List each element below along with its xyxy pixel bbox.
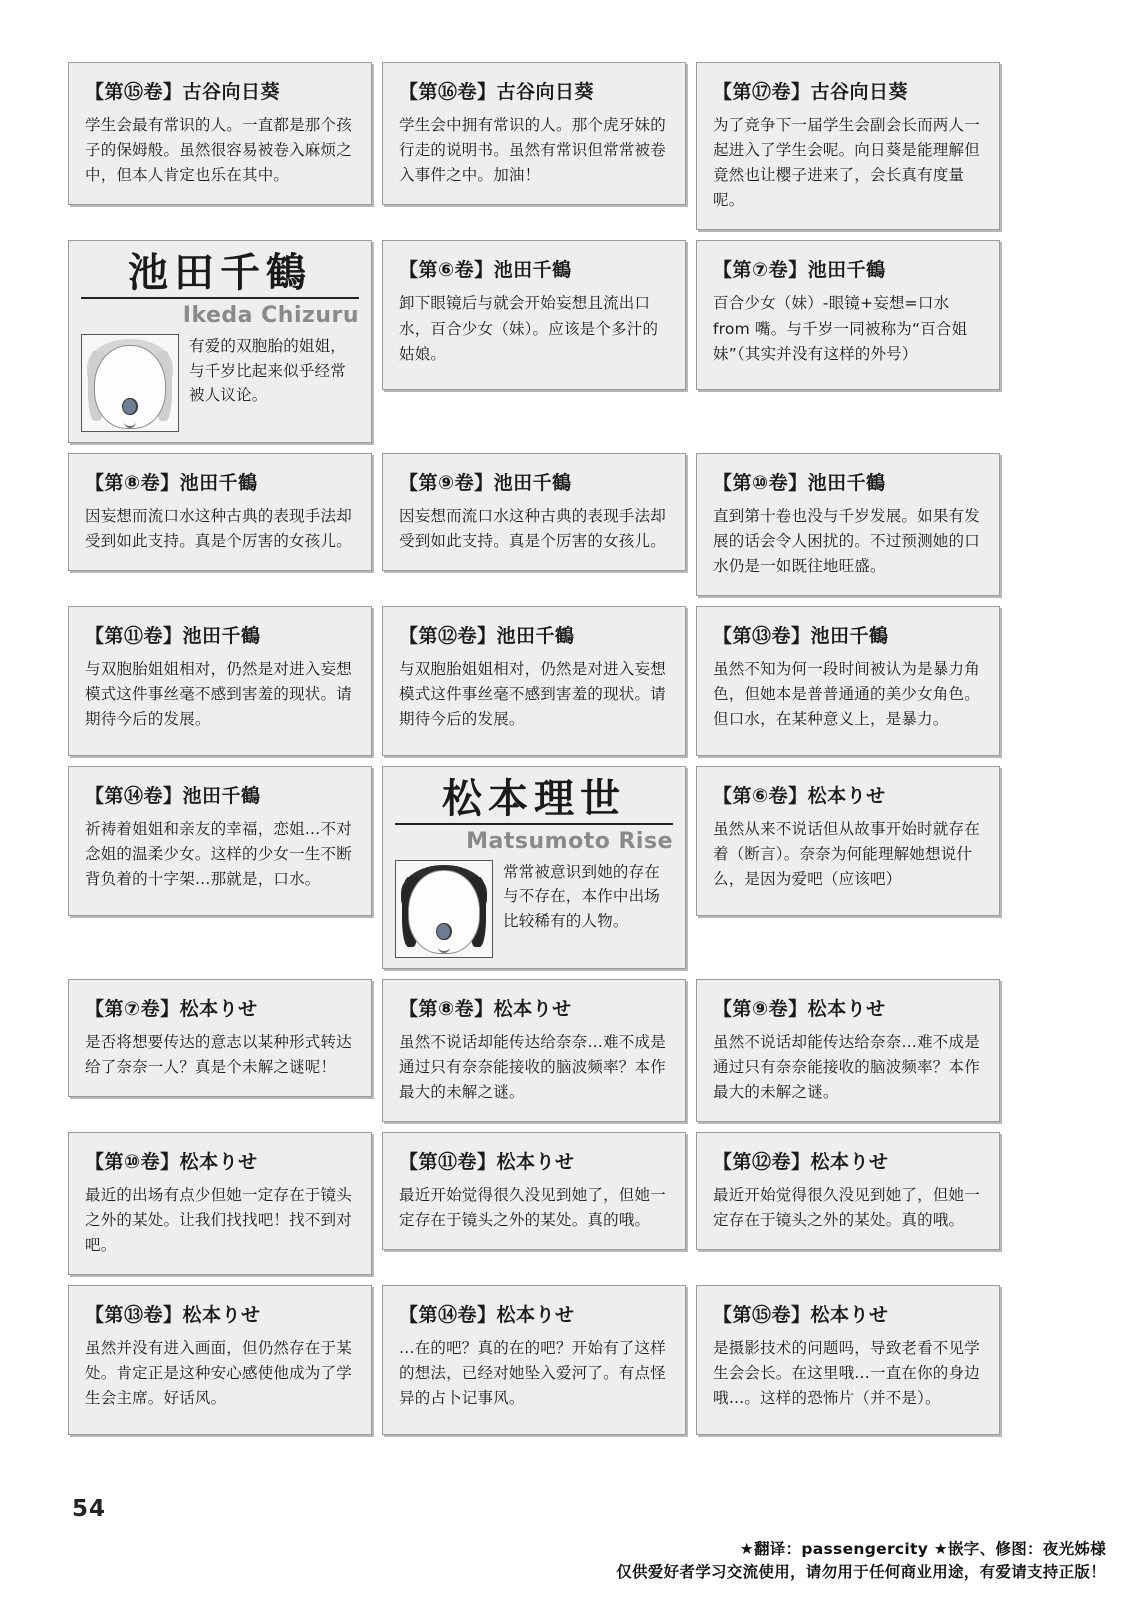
volume-entry-title: 【第⑰卷】古谷向日葵 — [713, 81, 909, 103]
volume-entry-card — [68, 62, 372, 205]
volume-entry-body: 祈祷着姐姐和亲友的幸福，恋姐…不对念姐的温柔少女。这样的少女一生不断背负着的十字架…那就是，口水。 — [85, 820, 352, 889]
grid-cell — [382, 766, 686, 968]
grid-cell — [696, 1132, 1000, 1275]
character-portrait — [81, 334, 179, 432]
credits-line-translators: ★翻译：passengercity ★嵌字、修图：夜光姊様 — [739, 1539, 1106, 1558]
grid-cell — [68, 979, 372, 1122]
volume-entry-card — [382, 62, 686, 205]
volume-entry-card — [382, 453, 686, 571]
grid-cell — [382, 606, 686, 756]
grid-cell — [68, 766, 372, 968]
volume-entry-card — [696, 1132, 1000, 1250]
volume-entry-card — [382, 1132, 686, 1250]
volume-entry-body: 是摄影技术的问题吗，导致老看不见学生会会长。在这里哦…一直在你的身边哦…。这样的恐怖片（并不是）。 — [713, 1339, 980, 1408]
divider — [395, 823, 673, 825]
volume-entry-body: 虽然从来不说话但从故事开始时就存在着（断言）。奈奈为何能理解她想说什么，是因为爱吧（应该吧） — [713, 820, 980, 889]
volume-entry-card — [382, 979, 686, 1122]
volume-entry-card — [382, 1285, 686, 1435]
face-shape — [408, 870, 480, 954]
character-description: 有爱的双胞胎的姐姐，与千岁比起来似乎经常被人议论。 — [189, 336, 347, 405]
volume-entry-body: 虽然不知为何一段时间被认为是暴力角色，但她本是普普通通的美少女角色。但口水，在某种意义上，是暴力。 — [713, 660, 980, 729]
volume-entry-card — [382, 606, 686, 756]
volume-entry-body: 是否将想要传达的意志以某种形式转达给了奈奈一人？真是个未解之谜呢！ — [85, 1032, 352, 1076]
volume-entry-title: 【第⑯卷】古谷向日葵 — [399, 81, 595, 103]
volume-entry-title: 【第⑫卷】松本りせ — [713, 1150, 889, 1173]
grid-cell — [696, 62, 1000, 230]
volume-entry-body: 虽然不说话却能传达给奈奈…难不成是通过只有奈奈能接收的脑波频率？本作最大的未解之谜。 — [399, 1032, 666, 1101]
grid-cell — [382, 62, 686, 230]
grid-cell — [696, 766, 1000, 968]
volume-entry-body: 与双胞胎姐姐相对，仍然是对进入妄想模式这件事丝毫不感到害羞的现状。请期待今后的发展。 — [399, 660, 666, 729]
eye-right — [122, 398, 137, 415]
mouth — [438, 947, 450, 953]
grid-cell — [696, 606, 1000, 756]
eye-right — [436, 923, 451, 940]
volume-entry-card — [696, 240, 1000, 390]
volume-entry-title: 【第⑥卷】松本りせ — [713, 785, 886, 808]
volume-entry-body: 为了竞争下一届学生会副会长而两人一起进入了学生会呢。向日葵是能理解但竟然也让樱子进来了，会长真有度量呢。 — [713, 116, 980, 210]
credits-line-notice: 仅供爱好者学习交流使用，请勿用于任何商业用途，有爱请支持正版！ — [616, 1562, 1106, 1581]
scanlation-credits — [616, 1538, 1106, 1585]
face-shape — [94, 345, 166, 429]
volume-entry-title: 【第⑫卷】池田千鶴 — [399, 625, 575, 648]
character-portrait — [395, 860, 493, 958]
grid-cell — [382, 979, 686, 1122]
volume-entry-card — [696, 453, 1000, 596]
grid-cell — [382, 453, 686, 596]
character-profile-card-rise — [382, 766, 686, 968]
grid-cell — [696, 453, 1000, 596]
grid-cell — [68, 240, 372, 442]
character-card-grid — [68, 62, 1018, 1435]
volume-entry-card — [696, 1285, 1000, 1435]
volume-entry-body: 学生会最有常识的人。一直都是那个孩子的保姆般。虽然很容易被卷入麻烦之中，但本人肯定也乐在其中。 — [85, 116, 352, 185]
volume-entry-body: 卸下眼镜后与就会开始妄想且流出口水，百合少女（妹）。应该是个多汁的姑娘。 — [399, 294, 659, 363]
volume-entry-title: 【第⑬卷】池田千鶴 — [713, 625, 889, 648]
grid-cell — [68, 453, 372, 596]
volume-entry-card — [68, 979, 372, 1097]
volume-entry-body: 因妄想而流口水这种古典的表现手法却受到如此支持。真是个厉害的女孩儿。 — [399, 506, 666, 550]
volume-entry-body: 学生会中拥有常识的人。那个虎牙妹的行走的说明书。虽然有常识但常常被卷入事件之中。加油！ — [399, 116, 666, 185]
volume-entry-body: 与双胞胎姐姐相对，仍然是对进入妄想模式这件事丝毫不感到害羞的现状。请期待今后的发展。 — [85, 660, 352, 729]
volume-entry-title: 【第⑦卷】松本りせ — [85, 997, 258, 1020]
volume-entry-title: 【第⑪卷】松本りせ — [399, 1150, 575, 1173]
volume-entry-card — [68, 1132, 372, 1275]
character-profile-card-chizuru — [68, 240, 372, 442]
volume-entry-title: 【第⑥卷】池田千鶴 — [399, 259, 572, 282]
grid-cell — [382, 1285, 686, 1435]
grid-cell — [696, 1285, 1000, 1435]
volume-entry-body: 直到第十卷也没与千岁发展。如果有发展的话会令人困扰的。不过预测她的口水仍是一如既往地旺盛。 — [713, 506, 980, 576]
volume-entry-card — [68, 453, 372, 571]
character-name-en: Ikeda Chizuru — [182, 303, 359, 329]
grid-cell — [382, 1132, 686, 1275]
character-name-jp: 池田千鶴 — [128, 250, 312, 297]
volume-entry-card — [696, 766, 1000, 916]
volume-entry-title: 【第⑮卷】古谷向日葵 — [85, 81, 281, 103]
grid-cell — [68, 606, 372, 756]
character-description: 常常被意识到她的存在与不存在，本作中出场比较稀有的人物。 — [503, 862, 661, 931]
mouth — [124, 422, 136, 428]
volume-entry-card — [696, 979, 1000, 1122]
page-number: 54 — [72, 1496, 107, 1522]
grid-cell — [696, 979, 1000, 1122]
volume-entry-title: 【第⑨卷】池田千鶴 — [399, 471, 572, 494]
grid-cell — [696, 240, 1000, 442]
volume-entry-title: 【第⑬卷】松本りせ — [85, 1304, 261, 1327]
character-name-en: Matsumoto Rise — [466, 829, 673, 855]
volume-entry-card — [696, 62, 1000, 230]
volume-entry-title: 【第⑭卷】松本りせ — [399, 1304, 575, 1327]
volume-entry-title: 【第⑧卷】池田千鶴 — [85, 471, 258, 494]
volume-entry-title: 【第⑩卷】松本りせ — [85, 1150, 258, 1173]
volume-entry-card — [68, 766, 372, 916]
volume-entry-title: 【第⑨卷】松本りせ — [713, 997, 886, 1020]
grid-cell — [68, 1285, 372, 1435]
volume-entry-title: 【第⑭卷】池田千鶴 — [85, 785, 261, 808]
volume-entry-card — [68, 606, 372, 756]
grid-cell — [382, 240, 686, 442]
volume-entry-body: 最近的出场有点少但她一定存在于镜头之外的某处。让我们找找吧！找不到对吧。 — [85, 1185, 352, 1255]
volume-entry-body: 虽然不说话却能传达给奈奈…难不成是通过只有奈奈能接收的脑波频率？本作最大的未解之谜。 — [713, 1032, 980, 1101]
volume-entry-body: 最近开始觉得很久没见到她了，但她一定存在于镜头之外的某处。真的哦。 — [713, 1185, 980, 1229]
grid-cell — [68, 62, 372, 230]
divider — [81, 297, 359, 299]
volume-entry-body: 最近开始觉得很久没见到她了，但她一定存在于镜头之外的某处。真的哦。 — [399, 1185, 666, 1229]
volume-entry-title: 【第⑪卷】池田千鶴 — [85, 625, 261, 648]
volume-entry-body: 虽然并没有进入画面，但仍然存在于某处。肯定正是这种安心感使他成为了学生会主席。好话风。 — [85, 1339, 352, 1408]
volume-entry-body: 百合少女（妹）-眼镜+妄想=口水 from 嘴。与千岁一同被称为“百合姐妹”（其实并没有这样的外号） — [713, 294, 968, 363]
volume-entry-title: 【第⑩卷】池田千鶴 — [713, 471, 886, 494]
volume-entry-title: 【第⑮卷】松本りせ — [713, 1304, 889, 1327]
volume-entry-body: …在的吧？真的在的吧？开始有了这样的想法，已经对她坠入爱河了。有点怪异的占卜记事风。 — [399, 1339, 666, 1408]
volume-entry-body: 因妄想而流口水这种古典的表现手法却受到如此支持。真是个厉害的女孩儿。 — [85, 506, 352, 550]
volume-entry-card — [696, 606, 1000, 756]
character-name-jp: 松本理世 — [442, 776, 626, 823]
volume-entry-card — [382, 240, 686, 390]
volume-entry-card — [68, 1285, 372, 1435]
grid-cell — [68, 1132, 372, 1275]
volume-entry-title: 【第⑧卷】松本りせ — [399, 997, 572, 1020]
volume-entry-title: 【第⑦卷】池田千鶴 — [713, 259, 886, 282]
